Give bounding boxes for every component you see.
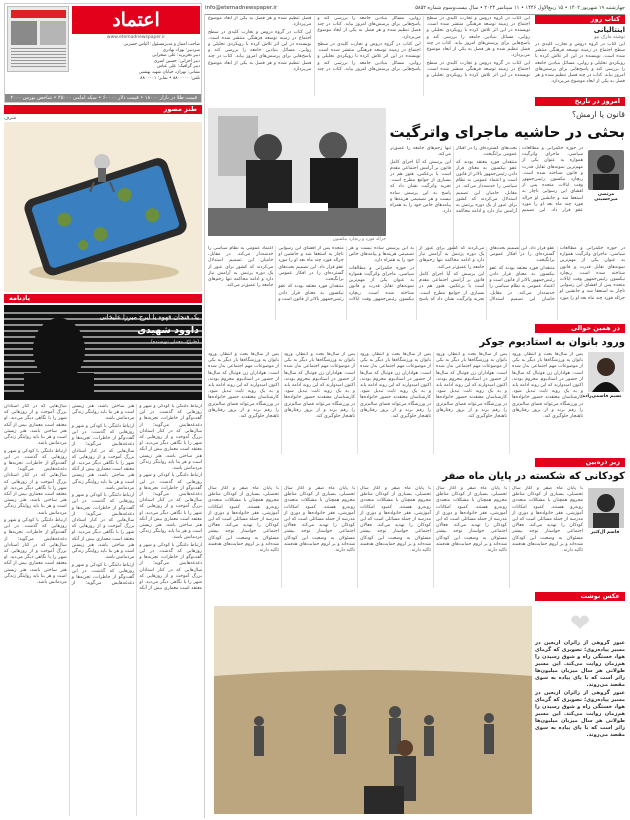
- cafe-subtitle: (طراح، معمار، نویسنده): [150, 340, 199, 345]
- kitab-body: این کتاب در گروه دروس و تجارب کلیدی در سطح اجتماع در زمینه توسعه فرهنگی منتشر شده است. نویسنده در این اثر تلاش کرده با رویکردی تحلیلی و روایی، مسائل بنیادین جامعه را بررسی کند و پاسخ‌هایی برای پرسش‌های امروز بیابد. کتاب در چند فصل تنظیم شده و هر فصل به یکی از ابعاد موضوع می‌پردازد.: [535, 42, 625, 85]
- main-photo-caption: جرالد فورد و ریچارد نیکسون: [332, 237, 386, 242]
- quote-heart-icon: ❤: [569, 609, 591, 637]
- cartoon-artist: شرف: [4, 115, 17, 121]
- masthead-credits: [72, 42, 200, 81]
- credit-line: نشانی: تهران، خیابان شهید بهشتی: [138, 69, 200, 75]
- cafe-kicker: یک فنجان قهوه با ایرج میرزا علیخانی: [99, 313, 199, 321]
- credit-line: دبیر گرافیک: علی عباس: [156, 64, 200, 70]
- masthead-website[interactable]: www.etemadnewspaper.ir: [106, 35, 166, 40]
- photo-section-label: عکس نوشت: [535, 592, 625, 601]
- women-author-photo: [588, 352, 624, 392]
- women-body: پس از سال‌ها بحث و انتظار، ورود بانوان به ورزشگاه‌ها بار دیگر به یکی از موضوعات مهم اجتماعی بدل شده است. هواداران زن فوتبال که سال‌ها از حضور در استادیوم محروم بودند، اکنون امیدوارند که این روند ادامه یابد و به یک رویه ثابت تبدیل شود. کارشناسان معتقدند حضور خانواده‌ها در ورزشگاه می‌تواند فضای سالم‌تری را رقم بزند و از بروز رفتارهای ناهنجار جلوگیری کند. پس از سال‌ها بحث و انتظار، ورود بانوان به ورزشگاه‌ها بار دیگر به یکی از موضوعات مهم اجتماعی بدل شده است. هواداران زن فوتبال که سال‌ها از حضور در استادیوم محروم بودند، اکنون امیدوارند که این روند ادامه یابد و به یک رویه ثابت تبدیل شود. کارشناسان معتقدند حضور خانواده‌ها در ورزشگاه می‌تواند فضای سالم‌تری را رقم بزند و از بروز رفتارهای ناهنجار جلوگیری کند. پس از سال‌ها بحث و انتظار، ورود بانوان به ورزشگاه‌ها بار دیگر به یکی از موضوعات مهم اجتماعی بدل شده است. هواداران زن فوتبال که سال‌ها از حضور در استادیوم محروم بودند، اکنون امیدوارند که این روند ادامه یابد و به یک رویه ثابت تبدیل شود. کارشناسان معتقدند حضور خانواده‌ها در ورزشگاه می‌تواند فضای سالم‌تری را رقم بزند و از بروز رفتارهای ناهنجار جلوگیری کند. پس از سال‌ها بحث و انتظار، ورود بانوان به ورزشگاه‌ها بار دیگر به یکی از موضوعات مهم اجتماعی بدل شده است. هواداران زن فوتبال که سال‌ها از حضور در استادیوم محروم بودند، اکنون امیدوارند که این روند ادامه یابد و به یک رویه ثابت تبدیل شود. کارشناسان معتقدند حضور خانواده‌ها در ورزشگاه می‌تواند فضای سالم‌تری را رقم بزند و از بروز رفتارهای ناهنجار جلوگیری کند. پس از سال‌ها بحث و انتظار، ورود بانوان به ورزشگاه‌ها بار دیگر به یکی از موضوعات مهم اجتماعی بدل شده است. هواداران زن فوتبال که سال‌ها از حضور در استادیوم محروم بودند، اکنون امیدوارند که این روند ادامه یابد و به یک رویه ثابت تبدیل شود. کارشناسان معتقدند حضور خانواده‌ها در ورزشگاه می‌تواند فضای سالم‌تری را رقم بزند و از بروز رفتارهای ناهنجار جلوگیری کند.: [208, 352, 583, 420]
- kids-author-photo: [588, 488, 624, 528]
- kids-body: با پایان ماه صفر و آغاز سال تحصیلی، بسیاری از کودکان مناطق محروم همچنان با مشکلات متعددی روبه‌رو هستند. کمبود امکانات آموزشی، فقر خانواده‌ها و دوری از مدرسه از جمله مسائلی است که این کودکان را تهدید می‌کند. فعالان اجتماعی خواستار توجه بیشتر مسئولان به وضعیت این کودکان شده‌اند و بر لزوم حمایت‌های هدفمند تاکید دارند. با پایان ماه صفر و آغاز سال تحصیلی، بسیاری از کودکان مناطق محروم همچنان با مشکلات متعددی روبه‌رو هستند. کمبود امکانات آموزشی، فقر خانواده‌ها و دوری از مدرسه از جمله مسائلی است که این کودکان را تهدید می‌کند. فعالان اجتماعی خواستار توجه بیشتر مسئولان به وضعیت این کودکان شده‌اند و بر لزوم حمایت‌های هدفمند تاکید دارند. با پایان ماه صفر و آغاز سال تحصیلی، بسیاری از کودکان مناطق محروم همچنان با مشکلات متعددی روبه‌رو هستند. کمبود امکانات آموزشی، فقر خانواده‌ها و دوری از مدرسه از جمله مسائلی است که این کودکان را تهدید می‌کند. فعالان اجتماعی خواستار توجه بیشتر مسئولان به وضعیت این کودکان شده‌اند و بر لزوم حمایت‌های هدفمند تاکید دارند. با پایان ماه صفر و آغاز سال تحصیلی، بسیاری از کودکان مناطق محروم همچنان با مشکلات متعددی روبه‌رو هستند. کمبود امکانات آموزشی، فقر خانواده‌ها و دوری از مدرسه از جمله مسائلی است که این کودکان را تهدید می‌کند. فعالان اجتماعی خواستار توجه بیشتر مسئولان به وضعیت این کودکان شده‌اند و بر لزوم حمایت‌های هدفمند تاکید دارند. با پایان ماه صفر و آغاز سال تحصیلی، بسیاری از کودکان مناطق محروم همچنان با مشکلات متعددی روبه‌رو هستند. کمبود امکانات آموزشی، فقر خانواده‌ها و دوری از مدرسه از جمله مسائلی است که این کودکان را تهدید می‌کند. فعالان اجتماعی خواستار توجه بیشتر مسئولان به وضعیت این کودکان شده‌اند و بر لزوم حمایت‌های هدفمند تاکید دارند.: [208, 486, 583, 554]
- masthead-logo: اعتماد: [72, 6, 200, 34]
- credit-line: سردبیر: بهزاد بهادری: [162, 47, 200, 53]
- main-kicker: قانون یا ارمش؟: [571, 110, 625, 119]
- front-page-thumbnail: [7, 6, 69, 72]
- kitab-subtitle: نوشته مارک نپو: [594, 35, 625, 40]
- cafe-body: ارتباط دلتنگی با کودکی و شهر و روزهایی که گذشت. در این گفت‌وگو از خاطرات، تجربه‌ها و دغدغه‌هایش می‌گوید؛ از سال‌هایی که در کنار استادان بزرگ آموخت و از روزهایی که شهر را با نگاهی دیگر می‌دید. او معتقد است معماری بیش از آنکه هنر ساختن باشد، هنر زیستن است و هر بنا باید روایتگر زندگی مردمانش باشد. ارتباط دلتنگی با کودکی و شهر و روزهایی که گذشت. در این گفت‌وگو از خاطرات، تجربه‌ها و دغدغه‌هایش می‌گوید؛ از سال‌هایی که در کنار استادان بزرگ آموخت و از روزهایی که شهر را با نگاهی دیگر می‌دید. او معتقد است معماری بیش از آنکه هنر ساختن باشد، هنر زیستن است و هر بنا باید روایتگر زندگی مردمانش باشد. ارتباط دلتنگی با کودکی و شهر و روزهایی که گذشت. در این گفت‌وگو از خاطرات، تجربه‌ها و دغدغه‌هایش می‌گوید؛ از سال‌هایی که در کنار استادان بزرگ آموخت و از روزهایی که شهر را با نگاهی دیگر می‌دید. او معتقد است معماری بیش از آنکه هنر ساختن باشد، هنر زیستن است و هر بنا باید روایتگر زندگی مردمانش باشد. ارتباط دلتنگی با کودکی و شهر و روزهایی که گذشت. در این گفت‌وگو از خاطرات، تجربه‌ها و دغدغه‌هایش می‌گوید؛ از سال‌هایی که در کنار استادان بزرگ آموخت و از روزهایی که شهر را با نگاهی دیگر می‌دید. او معتقد است معماری بیش از آنکه هنر ساختن باشد، هنر زیستن است و هر بنا باید روایتگر زندگی مردمانش باشد. ارتباط دلتنگی با کودکی و شهر و روزهایی که گذشت. در این گفت‌وگو از خاطرات، تجربه‌ها و دغدغه‌هایش می‌گوید؛ از سال‌هایی که در کنار استادان بزرگ آموخت و از روزهایی که شهر را با نگاهی دیگر می‌دید. او معتقد است معماری بیش از آنکه هنر ساختن باشد، هنر زیستن است و هر بنا باید روایتگر زندگی مردمانش باشد. ارتباط دلتنگی با کودکی و شهر و روزهایی که گذشت. در این گفت‌وگو از خاطرات، تجربه‌ها و دغدغه‌هایش می‌گوید؛ از سال‌هایی که در کنار استادان بزرگ آموخت و از روزهایی که شهر را با نگاهی دیگر می‌دید. او معتقد است معماری بیش از آنکه هنر ساختن باشد، هنر زیستن است و هر بنا باید روایتگر زندگی مردمانش باشد. ارتباط دلتنگی با کودکی و شهر و روزهایی که گذشت. در این گفت‌وگو از خاطرات، تجربه‌ها و دغدغه‌هایش می‌گوید؛ از سال‌هایی که در کنار استادان بزرگ آموخت و از روزهایی که شهر را با نگاهی دیگر می‌دید. او معتقد است معماری بیش از آنکه هنر ساختن باشد، هنر زیستن است و هر بنا باید روایتگر زندگی مردمانش باشد. ارتباط دلتنگی با کودکی و شهر و روزهایی که گذشت. در این گفت‌وگو از خاطرات، تجربه‌ها و دغدغه‌هایش می‌گوید؛ از سال‌هایی که در کنار استادان بزرگ آموخت و از روزهایی که شهر را با نگاهی دیگر می‌دید. او معتقد است معماری بیش از آنکه هنر ساختن باشد، هنر زیستن است و هر بنا باید روایتگر زندگی مردمانش باشد.: [4, 404, 202, 592]
- main-body-right: در حوزه حکمرانی و مطالعات سیاسی، ماجرای واترگیت همواره به عنوان یکی از مهم‌ترین نمونه‌های تقابل قدرت و قانون شناخته شده است. ریچارد نیکسون رئیس‌جمهور وقت ایالات متحده پس از افشای این رسوایی ناچار به استعفا شد و جانشین او جرالد فورد چند ماه بعد او را مورد عفو قرار داد. این تصمیم بحث‌های گسترده‌ای را در افکار عمومی برانگیخت. منتقدان فورد معتقد بودند که عفو نیکسون به معنای قرار دادن رئیس‌جمهور بالاتر از قانون است و اعتماد عمومی به نظام سیاسی را خدشه‌دار می‌کند. در مقابل، حامیان این تصمیم استدلال می‌کردند که کشور برای عبور از یک دوره پرتنش به آرامش نیاز دارد و ادامه محاکمه تنها زخم‌های جامعه را عمیق‌تر می‌کند. این پرسش که آیا اجرای کامل قانون بر آرامش اجتماعی مقدم است یا برعکس، هنوز هم در بسیاری از جوامع مطرح است. تجربه واترگیت نشان داد که پاسخ به این پرسش ساده نیست و هر تصمیمی هزینه‌ها و پیامدهای خاص خود را به همراه دارد.: [390, 146, 583, 215]
- women-author: نسیم قاسمی‌زاده: [582, 394, 622, 399]
- credit-line: دبیر اجرایی: حسین امیری: [153, 58, 200, 64]
- photo-caption: عبور گروهی از زائران اربعین در مسیر پیاده‌روی؛ تصویری که گرمای هوا، خستگی راه و شوق رسیدن را هم‌زمان روایت می‌کند. این مسیر طولانی هر سال میزبان میلیون‌ها زائر است که با پای پیاده به سوی مقصد می‌روند. عبور گروهی از زائران اربعین در مسیر پیاده‌روی؛ تصویری که گرمای هوا، خستگی راه و شوق رسیدن را هم‌زمان روایت می‌کند. این مسیر طولانی هر سال میزبان میلیون‌ها زائر است که با پای پیاده به سوی مقصد می‌روند.: [535, 640, 625, 739]
- kids-author: قاسم آل‌کثیر: [590, 530, 620, 535]
- cafe-title: داوود شهیدی: [137, 325, 199, 336]
- credit-line: صاحب امتیاز و مدیرمسئول: الیاس حضرتی: [123, 42, 200, 47]
- masthead: [4, 3, 202, 103]
- main-photo: [208, 108, 386, 236]
- pilgrims-photo: [214, 606, 532, 814]
- main-body-bottom: در حوزه حکمرانی و مطالعات سیاسی، ماجرای واترگیت همواره به عنوان یکی از مهم‌ترین نمونه‌های تقابل قدرت و قانون شناخته شده است. ریچارد نیکسون رئیس‌جمهور وقت ایالات متحده پس از افشای این رسوایی ناچار به استعفا شد و جانشین او جرالد فورد چند ماه بعد او را مورد عفو قرار داد. این تصمیم بحث‌های گسترده‌ای را در افکار عمومی برانگیخت. منتقدان فورد معتقد بودند که عفو نیکسون به معنای قرار دادن رئیس‌جمهور بالاتر از قانون است و اعتماد عمومی به نظام سیاسی را خدشه‌دار می‌کند. در مقابل، حامیان این تصمیم استدلال می‌کردند که کشور برای عبور از یک دوره پرتنش به آرامش نیاز دارد و ادامه محاکمه تنها زخم‌های جامعه را عمیق‌تر می‌کند. این پرسش که آیا اجرای کامل قانون بر آرامش اجتماعی مقدم است یا برعکس، هنوز هم در بسیاری از جوامع مطرح است. تجربه واترگیت نشان داد که پاسخ به این پرسش ساده نیست و هر تصمیمی هزینه‌ها و پیامدهای خاص خود را به همراه دارد. در حوزه حکمرانی و مطالعات سیاسی، ماجرای واترگیت همواره به عنوان یکی از مهم‌ترین نمونه‌های تقابل قدرت و قانون شناخته شده است. ریچارد نیکسون رئیس‌جمهور وقت ایالات متحده پس از افشای این رسوایی ناچار به استعفا شد و جانشین او جرالد فورد چند ماه بعد او را مورد عفو قرار داد. این تصمیم بحث‌های گسترده‌ای را در افکار عمومی برانگیخت. منتقدان فورد معتقد بودند که عفو نیکسون به معنای قرار دادن رئیس‌جمهور بالاتر از قانون است و اعتماد عمومی به نظام سیاسی را خدشه‌دار می‌کند. در مقابل، حامیان این تصمیم استدلال می‌کردند که کشور برای عبور از یک دوره پرتنش به آرامش نیاز دارد و ادامه محاکمه تنها زخم‌های جامعه را عمیق‌تر می‌کند.: [208, 246, 625, 302]
- credit-line: تلفن: ۸۸۰۰۰۰۰ • نمابر: ۸۸۰۰۰۰۱: [140, 75, 200, 81]
- women-title: ورود بانوان به استادیوم جوکر: [479, 337, 625, 348]
- women-section-label: در همین حوالی: [535, 324, 625, 333]
- price-ticker: قیمت طلا در بازار ۱۸۰۰۰ • قیمت دلار ۶۰۰۰۰ • سکه امامی ۴۵۰۰۰ • شاخص بورس ۲۰۰۰: [5, 94, 201, 102]
- main-section-label: امروز در تاریخ: [535, 97, 625, 106]
- main-author-photo: [588, 150, 624, 190]
- top-date-line: چهارشنبه ۱۹ شهریور ۱۴۰۲ • ۱۵ ربیع‌الاول ۱۴۴۶ • ۱۱ سپتامبر ۲۰۲۴ • سال بیست‌وسوم شماره ۵۸۵۲: [415, 5, 625, 11]
- kitab-body-col2: این کتاب در گروه دروس و تجارب کلیدی در سطح اجتماع در زمینه توسعه فرهنگی منتشر شده است. نویسنده در این اثر تلاش کرده با رویکردی تحلیلی و روایی، مسائل بنیادین جامعه را بررسی کند و پاسخ‌هایی برای پرسش‌های امروز بیابد. کتاب در چند فصل تنظیم شده و هر فصل به یکی از ابعاد موضوع می‌پردازد. این کتاب در گروه دروس و تجارب کلیدی در سطح اجتماع در زمینه توسعه فرهنگی منتشر شده است. نویسنده در این اثر تلاش کرده با رویکردی تحلیلی و روایی، مسائل بنیادین جامعه را بررسی کند و پاسخ‌هایی برای پرسش‌های امروز بیابد. کتاب در چند فصل تنظیم شده و هر فصل به یکی از ابعاد موضوع می‌پردازد. این کتاب در گروه دروس و تجارب کلیدی در سطح اجتماع در زمینه توسعه فرهنگی منتشر شده است. نویسنده در این اثر تلاش کرده با رویکردی تحلیلی و روایی، مسائل بنیادین جامعه را بررسی کند و پاسخ‌هایی برای پرسش‌های امروز بیابد. کتاب در چند فصل تنظیم شده و هر فصل به یکی از ابعاد موضوع می‌پردازد. این کتاب در گروه دروس و تجارب کلیدی در سطح اجتماع در زمینه توسعه فرهنگی منتشر شده است. نویسنده در این اثر تلاش کرده با رویکردی تحلیلی و روایی، مسائل بنیادین جامعه را بررسی کند و پاسخ‌هایی برای پرسش‌های امروز بیابد. کتاب در چند فصل تنظیم شده و هر فصل به یکی از ابعاد موضوع می‌پردازد.: [208, 16, 530, 79]
- main-title: بحثی در حاشیه ماجرای واترگیت: [389, 123, 625, 141]
- kitab-section-label: کتاب روز: [535, 15, 625, 24]
- cartoon-image: [4, 122, 202, 292]
- credit-line: دبیر تحریریه: علی صحرایی: [151, 53, 200, 59]
- top-email[interactable]: info@etemadnewspaper.ir: [205, 5, 278, 11]
- kitab-title: اینتالیانی: [593, 26, 625, 34]
- kids-title: کودکانی که شکسته در پایان ماه صفر: [442, 471, 625, 482]
- column-divider: [204, 14, 205, 818]
- cartoon-section-label: طنز مصور: [4, 105, 202, 114]
- main-author: مرتضی میرحسینی: [594, 192, 618, 202]
- cafe-section-label: یادنامه: [4, 294, 202, 303]
- cafe-portrait: [4, 305, 202, 400]
- kids-section-label: زیر ذره‌بین: [535, 458, 625, 467]
